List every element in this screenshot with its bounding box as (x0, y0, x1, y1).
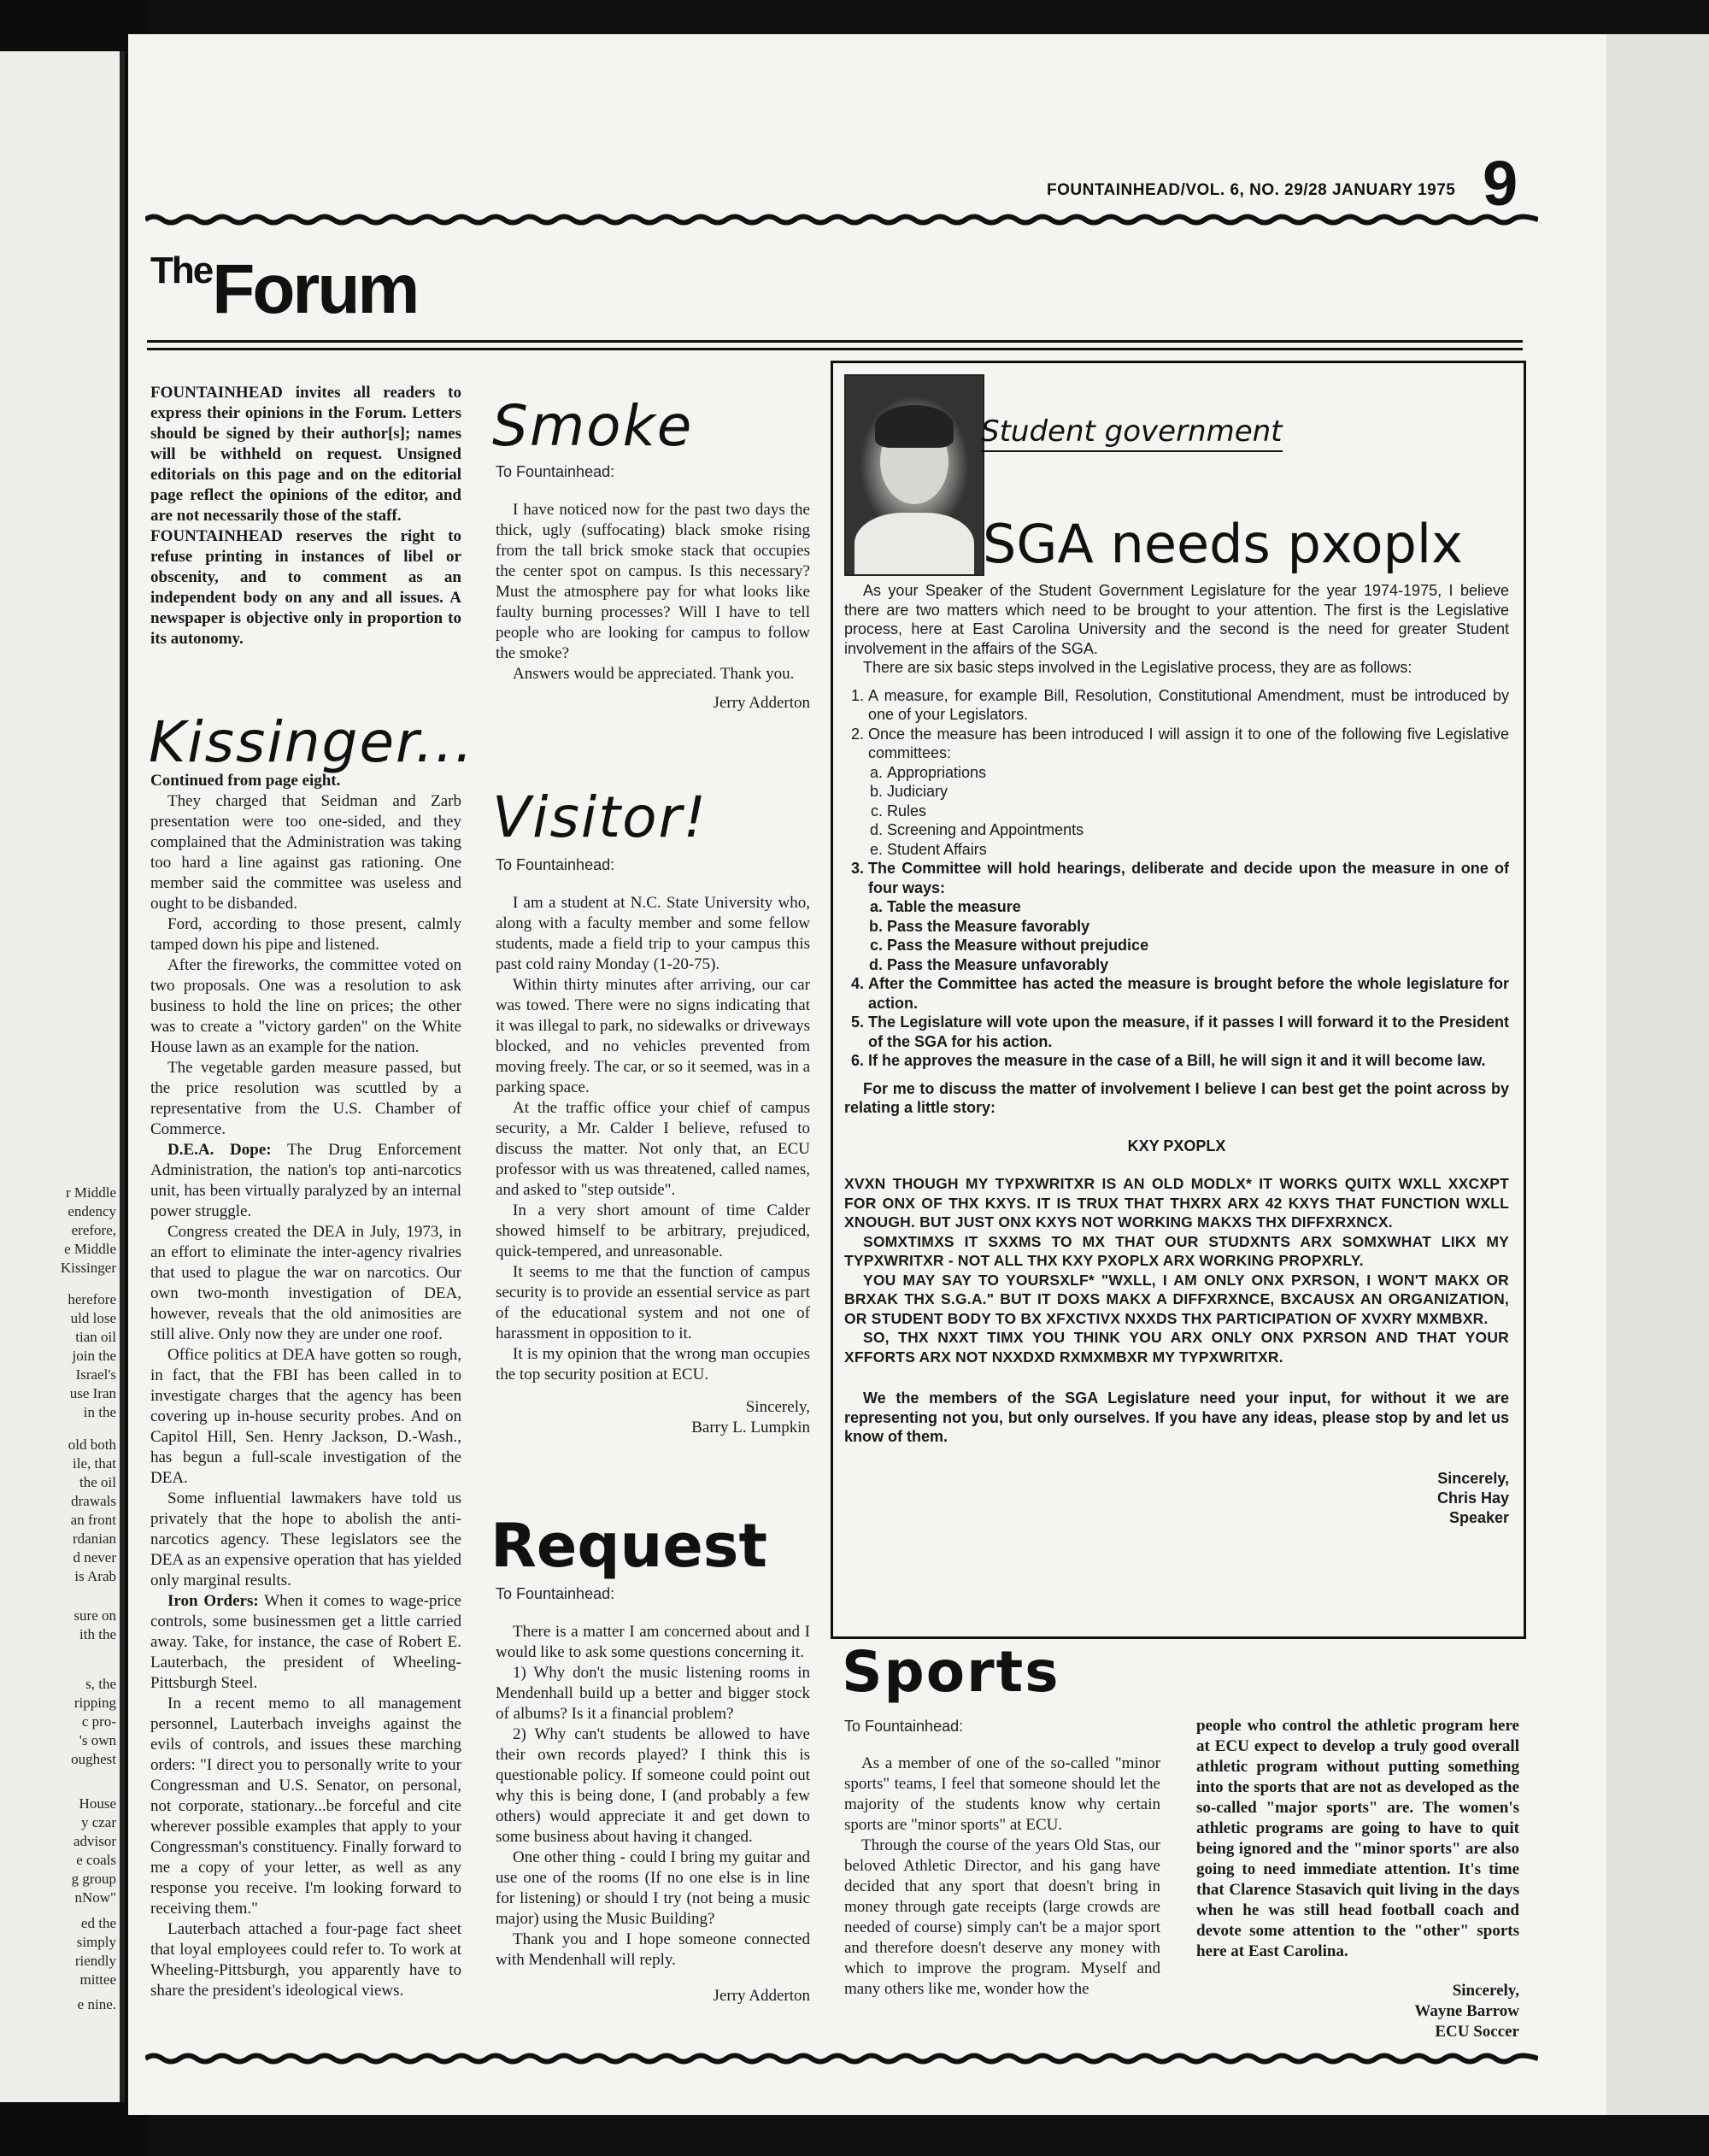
left-page-fragment: e nine. (77, 1996, 116, 2012)
sga-intro: There are six basic steps involved in the Legislative process, they are as follows: (863, 659, 1412, 676)
request-headline: Request (490, 1511, 767, 1581)
ways-list (868, 897, 1509, 974)
section-title-the: The (150, 250, 213, 291)
smoke-paragraph: Answers would be appreciated. Thank you. (513, 665, 795, 683)
sga-intro: As your Speaker of the Student Government Legislature for the year 1974-1975, I believe there are two matters which need to be brought to your attention. The first is the Legislative process, here at East Carolina University and the second is the need for greater Student involvement in the affairs of the SGA. (844, 582, 1509, 657)
forum-note-p2: FOUNTAINHEAD reserves the right to refuse printing in instances of libel or obscenity, and to comment as an independent body on any and all issues. A newspaper is objective only in proportion to its autonomy. (150, 527, 461, 648)
sga-headline: SGA needs pxoplx (983, 513, 1463, 575)
left-page-fragment: ed the simply riendly mittee (74, 1915, 116, 1988)
dea-text: The Drug Enforcement Administration, the nation's top anti-narcotics unit, has been virtually paralyzed by an internal power struggle. (150, 1141, 461, 1220)
section-title-word: Forum (212, 250, 418, 328)
kissinger-paragraph: Ford, according to those present, calmly tamped down his pipe and listened. (150, 915, 461, 954)
sga-steps (844, 686, 1509, 1071)
dea-lead: D.E.A. Dope: (167, 1141, 272, 1159)
kissinger-paragraph: Congress created the DEA in July, 1973, in an effort to eliminate the inter-agency rivalries that used to plague the war on narcotics. Our own two-month investigation of DEA, however, reveals that the old animosities are still alive. Only now they are under one roof. (150, 1223, 461, 1343)
visitor-paragraph: At the traffic office your chief of campus security, a Mr. Calder I believe, refused to discuss the matter. Not only that, an ECU professor with us was threatened, called names, and asked to "step outside". (496, 1099, 810, 1199)
smoke-signature: Jerry Adderton (713, 694, 810, 712)
forum-note-p1: FOUNTAINHEAD invites all readers to express their opinions in the Forum. Letters should be signed by their author[s]; names will be withheld on request. Unsigned editorials on this page and on the editorial page reflect the opinions of the editor, and are not necessarily those of the staff. (150, 384, 461, 525)
committee-item: b. Judiciary (887, 782, 1509, 802)
top-wave-rule (145, 214, 1538, 226)
visitor-paragraph: I am a student at N.C. State University who, along with a faculty member and some fellow students, made a field trip to your campus this past cold rainy Monday (1-20-75). (496, 894, 810, 973)
sports-paragraph: Through the course of the years Old Stas, our beloved Athletic Director, and his gang have decided that any sport that doesn't bring in money through gate receipts (large crowds are needed of course) simply can't be a major sport and therefore doesn't deserve any money with which to improve the program. Myself and many others like me, wonder how the (844, 1836, 1160, 1998)
speaker-photo (844, 374, 984, 576)
story-paragraph: SO, THX NXXT TIMX YOU THINK YOU ARX ONLY ONX PXRSON AND THAT YOUR XFFORTS ARX NOT NXXDXD RXMXMBXR MY TYPXWRITXR. (844, 1329, 1509, 1366)
visitor-paragraph: In a very short amount of time Calder showed himself to be arbitrary, prejudiced, quick-tempered, and unreasonable. (496, 1201, 810, 1260)
story-title: KXY PXOPLX (1127, 1137, 1226, 1154)
committee-item: a. Appropriations (887, 763, 1509, 783)
visitor-signature: Barry L. Lumpkin (691, 1419, 810, 1436)
request-letter (496, 1622, 810, 2006)
sga-role: Speaker (1448, 1508, 1509, 1526)
page-number: 9 (1483, 148, 1518, 219)
left-page-fragment: r Middle endency erefore, e Middle Kissinger (60, 1184, 116, 1276)
kissinger-iron (150, 1591, 461, 1694)
request-paragraph: 2) Why can't students be allowed to have their own records played? I think this is questionable policy. If someone could point out why this is being done, I (and probably a few others) would appreciate it and get down to some business about having it changed. (496, 1725, 810, 1846)
bottom-wave-rule (145, 2053, 1538, 2065)
kissinger-paragraph: After the fireworks, the committee voted on two proposals. One was a resolution to ask business to hold the line on prices; the other was to create a "victory garden" on the White House lawn as an example for the nation. (150, 956, 461, 1056)
request-paragraph: Thank you and I hope someone connected with Mendenhall will reply. (496, 1930, 810, 1969)
iron-text: When it comes to wage-price controls, some businessmen get a little carried away. Take, for instance, the case of Robert E. Lauterbach, the president of Wheeling-Pittsburgh Steel. (150, 1592, 461, 1692)
kissinger-paragraph: The vegetable garden measure passed, but the price resolution was scuttled by a representative from the U.S. Chamber of Commerce. (150, 1059, 461, 1138)
way-item: a. Table the measure (887, 897, 1509, 917)
kissinger-dea (150, 1140, 461, 1222)
kissinger-headline: Kissinger... (149, 709, 475, 775)
smoke-letter (496, 500, 810, 714)
request-paragraph: One other thing - could I bring my guitar and use one of the rooms (If no one else is in line for listening) or should I try (not being a music major) using the Music Building? (496, 1848, 810, 1928)
request-paragraph: There is a matter I am concerned about and I would like to ask some questions concerning it. (496, 1623, 810, 1661)
sports-closing: Sincerely, (1452, 1982, 1519, 2000)
kissinger-paragraph: Office politics at DEA have gotten so rough, in fact, that the FBI has been called in to investigate charges that the agency has been covering up in-house security probes. And on Capitol Hill, Sen. Henry Jackson, D.-Wash., has begun a full-scale investigation of the DEA. (150, 1346, 461, 1487)
header-rule-2 (147, 348, 1523, 350)
request-salutation: To Fountainhead: (496, 1585, 615, 1602)
visitor-letter (496, 893, 810, 1438)
sports-letter-col2 (1196, 1716, 1519, 2042)
sga-step: 6. If he approves the measure in the case of a Bill, he will sign it and it will become law. (868, 1051, 1509, 1071)
visitor-paragraph: It seems to me that the function of campus security is to provide an essential service as part of the educational system and not one of harassment in opposition to it. (496, 1263, 810, 1342)
sga-step: 3. The Committee will hold hearings, deliberate and decide upon the measure in one of four ways: a. Table the measure b. Pass the Measure favorably c. Pass the Measure without prejudice d. Pass the Measure unfavorably (868, 859, 1509, 974)
sga-kicker: Student government (981, 414, 1283, 452)
sga-step: 5. The Legislature will vote upon the measure, if it passes I will forward it to the President of the SGA for his action. (868, 1013, 1509, 1051)
smoke-headline: Smoke (492, 393, 694, 459)
request-paragraph: 1) Why don't the music listening rooms in Mendenhall build up a better and bigger stock of albums? Is it a financial problem? (496, 1664, 810, 1723)
visitor-headline: Visitor! (492, 784, 708, 850)
sga-article (844, 581, 1509, 1528)
sports-signature: Wayne Barrow (1414, 2002, 1519, 2020)
sports-salutation: To Fountainhead: (844, 1718, 964, 1735)
iron-lead: Iron Orders: (167, 1592, 259, 1610)
way-item: d. Pass the Measure unfavorably (887, 955, 1509, 975)
kissinger-paragraph: In a recent memo to all management personnel, Lauterbach inveighs against the evils of controls, and issues these marching orders: "I direct you to personally write to your Congressman and U.S. Senator, on personal, not corporate, stationary...be forceful and cite wherever possible examples that apply to your Congressman's constituency. Finally forward to me a copy of your letter, as well as any response you receive. I'm looking forward to receiving them." (150, 1695, 461, 1918)
committee-item: e. Student Affairs (887, 840, 1509, 860)
sga-signature: Chris Hay (1436, 1489, 1509, 1507)
visitor-closing: Sincerely, (745, 1398, 810, 1416)
story-paragraph: YOU MAY SAY TO YOURSXLF* "WXLL, I AM ONLY ONX PXRSON, I WON'T MAKX OR BRXAK THX S.G.A." BUT IT DOXS MAKX A DIFFXRXNCE, BXCAUSX AN ORGANIZATION, OR STUDENT BODY TO BX XFXCTIVX NXXDS THX PARTICIPATION OF XVXRY MXMBXR. (844, 1271, 1509, 1327)
story-paragraph: XVXN THOUGH MY TYPXWRITXR IS AN OLD MODLX* IT WORKS QUITX WXLL XXCXPT FOR ONX OF THX KXYS. IT IS TRUX THAT THXRX ARX 42 KXYS THAT FUNCTION WXLL XNOUGH. BUT JUST ONX KXYS NOT WORKING MAKXS THX DIFFXRXNCX. (844, 1175, 1509, 1231)
kissinger-paragraph: Some influential lawmakers have told us privately that the hope to abolish the anti-narcotics agency. These legislators see the DEA as an expensive operation that has yielded only marginal results. (150, 1489, 461, 1589)
left-page-fragment: House y czar advisor e coals g group nNow" (71, 1795, 116, 1906)
sports-paragraph: As a member of one of the so-called "minor sports" teams, I feel that someone should let the majority of the students know why certain sports are "minor sports" at ECU. (844, 1754, 1160, 1834)
committee-item: d. Screening and Appointments (887, 820, 1509, 840)
section-title (150, 250, 417, 330)
sga-step: 4. After the Committee has acted the measure is brought before the whole legislature for action. (868, 974, 1509, 1013)
way-item: b. Pass the Measure favorably (887, 917, 1509, 937)
sga-closing-text: We the members of the SGA Legislature need your input, for without it we are representing not you, but only ourselves. If you have any ideas, please stop by and let us know of them. (844, 1389, 1509, 1445)
sports-headline: Sports (842, 1639, 1060, 1705)
sga-closing: Sincerely, (1437, 1469, 1509, 1487)
forum-note (150, 383, 461, 649)
sga-signoff (844, 1469, 1509, 1528)
left-page-fragment: herefore uld lose tian oil join the Israel's use Iran in the (68, 1291, 116, 1420)
kissinger-paragraph: They charged that Seidman and Zarb presentation were too one-sided, and they complained that the Administration was taking too hard a line against gas rationing. One member said the committee was useless and ought to be disbanded. (150, 792, 461, 913)
committee-item: c. Rules (887, 802, 1509, 821)
visitor-salutation: To Fountainhead: (496, 856, 615, 873)
sga-step: 1. A measure, for example Bill, Resolution, Constitutional Amendment, must be introduced by one of your Legislators. (868, 686, 1509, 725)
kissinger-continued: Continued from page eight. (150, 772, 341, 790)
sga-involvement: For me to discuss the matter of involvement I believe I can best get the point across by relating a little story: (844, 1079, 1509, 1116)
left-page-edge (0, 51, 125, 2102)
sga-step: 2. Once the measure has been introduced I will assign it to one of the following five Legislative committees: a. Appropriations b. Judiciary c. Rules d. Screening and Appointments e. Student Affairs (868, 725, 1509, 860)
left-page-fragment: sure on ith the (73, 1607, 116, 1642)
request-signature: Jerry Adderton (713, 1987, 810, 2005)
sports-paragraph: people who control the athletic program here at ECU expect to develop a truly good overall athletic program without putting something into the sports that are not as developed as the so-called "major sports" are. The women's athletic programs are going to have to quit being ignored and the "minor sports" are also going to need immediate attention. It's time that Clarence Stasavich quit living in the days when he was still head football coach and devote some attention to the "other" sports here at East Carolina. (1196, 1717, 1519, 1960)
kissinger-paragraph: Lauterbach attached a four-page fact sheet that loyal employees could refer to. To work at Wheeling-Pittsburgh, you apparently have to share the president's ideological views. (150, 1920, 461, 2000)
sports-letter-col1 (844, 1754, 1160, 2000)
sports-role: ECU Soccer (1435, 2023, 1519, 2041)
page-edge-right (1606, 34, 1709, 2115)
left-page-fragment: old both ile, that the oil drawals an front rdanian d never is Arab (68, 1436, 116, 1584)
visitor-paragraph: It is my opinion that the wrong man occupies the top security position at ECU. (496, 1345, 810, 1383)
way-item: c. Pass the Measure without prejudice (887, 936, 1509, 955)
committee-list (868, 763, 1509, 860)
kissinger-article (150, 771, 461, 2001)
masthead: FOUNTAINHEAD/VOL. 6, NO. 29/28 JANUARY 1975 (1047, 181, 1456, 199)
header-rule-1 (147, 340, 1523, 343)
visitor-paragraph: Within thirty minutes after arriving, our car was towed. There were no signs indicating that it was illegal to park, no sidewalks or driveways blocked, and no vehicles prevented from moving freely. The car, or so it seemed, was in a parking space. (496, 976, 810, 1096)
left-page-fragment: s, the ripping c pro- 's own oughest (71, 1676, 116, 1767)
smoke-salutation: To Fountainhead: (496, 463, 615, 480)
smoke-paragraph: I have noticed now for the past two days the thick, ugly (suffocating) black smoke rising from the tall brick smoke stack that occupies the center spot on campus. Is this necessary? Must the atmosphere pay for what looks like faulty burning processes? Will I have to tell people who are looking for campus to follow the smoke? (496, 501, 810, 662)
story-paragraph: SOMXTIMXS IT SXXMS TO MX THAT OUR STUDXNTS ARX SOMXWHAT LIKX MY TYPXWRITXR - NOT ALL THX KXY PXOPLX ARX WORKING PROPXRLY. (844, 1232, 1509, 1269)
